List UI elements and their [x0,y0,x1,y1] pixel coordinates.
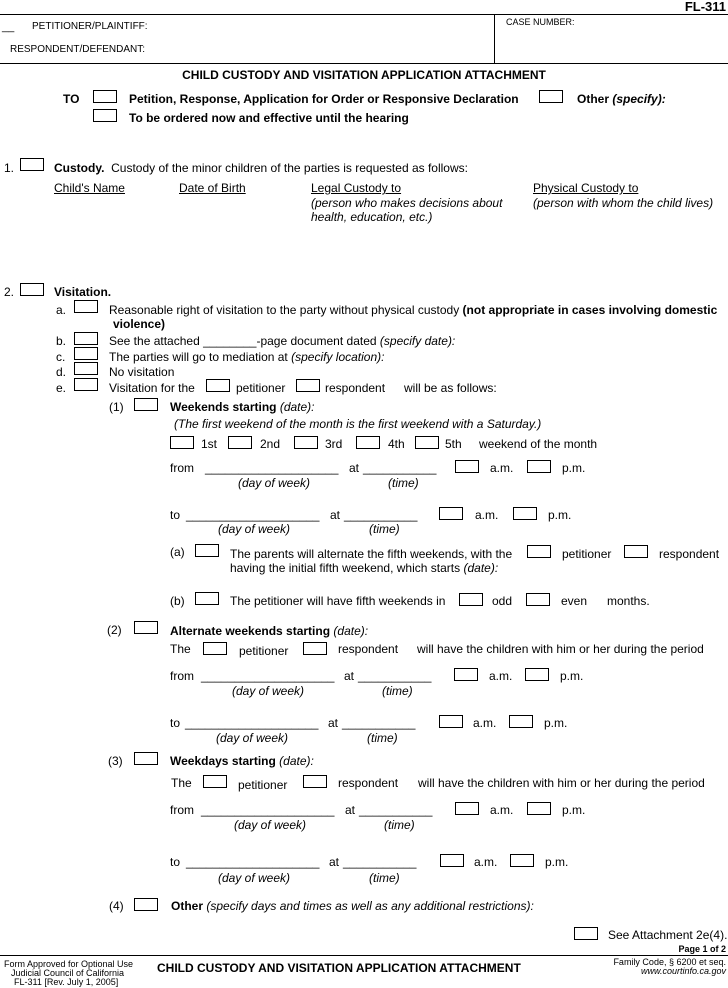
weekends-to-am-label: a.m. [475,508,499,522]
weekend-5th-label: 5th [445,437,462,451]
sub-b-even-checkbox[interactable] [526,593,550,606]
weekdays-the: The [171,776,192,790]
weekend-2nd-checkbox[interactable] [228,436,252,449]
weekdays-from-am-checkbox[interactable] [455,802,479,815]
page-title: CHILD CUSTODY AND VISITATION APPLICATION ATTACHMENT [182,68,546,82]
weekdays-to-day-caption: (day of week) [218,871,291,885]
alternate-from-am-label: a.m. [489,669,513,683]
weekdays-petitioner-checkbox[interactable] [203,775,227,788]
weekend-5th-checkbox[interactable] [415,436,439,449]
visitation-e-text: Visitation for the [109,381,195,395]
weekends-to-day-caption: (day of week) [218,522,291,536]
weekends-to-pm-checkbox[interactable] [513,507,537,520]
footer-site: www.courtinfo.ca.gov [640,966,726,976]
visitation-b-letter: b. [56,334,67,348]
alternate-to-pm-checkbox[interactable] [509,715,533,728]
weekdays-from-label: from [170,803,194,817]
weekdays-to-am-checkbox[interactable] [440,854,464,867]
alternate-to-pm-label: p.m. [544,716,568,730]
visitation-e-will-text: will be as follows: [404,381,497,395]
custody-checkbox[interactable] [20,158,44,171]
to-label: TO [63,92,80,106]
weekends-to-pm-label: p.m. [548,508,572,522]
visitation-checkbox[interactable] [20,283,44,296]
ordered-now-label: To be ordered now and effective until the hearing [129,111,409,125]
visitation-d-letter: d. [56,365,67,379]
weekends-from-time-caption: (time) [388,476,419,490]
visitation-d-text: No visitation [109,365,175,379]
weekends-from-pm-checkbox[interactable] [527,460,551,473]
col-physical-custody-note: (person with whom the child lives) [533,196,714,210]
other-number: (4) [109,899,124,913]
footer-code: Family Code, § 6200 et seq. [613,957,726,967]
alternate-from-am-checkbox[interactable] [454,668,478,681]
petitioner-label: PETITIONER/PLAINTIFF: [32,21,148,32]
custody-number: 1. [4,161,15,175]
sub-b-letter: (b) [170,594,185,608]
col-date-of-birth: Date of Birth [179,181,246,195]
alternate-number: (2) [107,623,122,637]
weekends-to-time-caption: (time) [369,522,400,536]
alternate-to-time-caption: (time) [367,731,398,745]
sub-a-respondent-label: respondent [659,547,720,561]
alternate-checkbox[interactable] [134,621,158,634]
visitation-c-text: The parties will go to mediation at (specify location): [109,350,385,364]
visitation-heading: Visitation. [54,285,112,299]
footer-title: CHILD CUSTODY AND VISITATION APPLICATION ATTACHMENT [157,961,521,975]
weekends-from-time-blank[interactable]: ___________ [363,461,437,475]
weekend-3rd-checkbox[interactable] [294,436,318,449]
alternate-heading: Alternate weekends starting (date): [170,624,369,638]
alternate-to-time-blank[interactable]: ___________ [342,716,416,730]
visitation-b-text: See the attached ________-page document dated (specify date): [109,334,456,348]
weekend-4th-checkbox[interactable] [356,436,380,449]
form-id: FL-311 [684,0,726,14]
petition-checkbox[interactable] [93,90,117,103]
weekdays-petitioner-label: petitioner [238,778,288,792]
alternate-petitioner-checkbox[interactable] [203,642,227,655]
alternate-petitioner-label: petitioner [239,644,289,658]
visitation-e-petitioner-label: petitioner [236,381,286,395]
weekdays-from-at: at [345,803,356,817]
weekdays-respondent-label: respondent [338,776,399,790]
weekdays-to-label: to [170,855,181,869]
sub-b-months-label: months. [607,594,650,608]
footer-approved-3: FL-311 [Rev. July 1, 2005] [14,977,119,987]
weekdays-from-day-caption: (day of week) [234,818,307,832]
weekends-from-day-caption: (day of week) [238,476,311,490]
see-attachment-checkbox[interactable] [574,927,598,940]
visitation-a-checkbox[interactable] [74,300,98,313]
weekends-to-at: at [330,508,341,522]
weekdays-from-pm-checkbox[interactable] [527,802,551,815]
sub-a-text-2: having the initial fifth weekend, which starts (date): [230,561,499,575]
sub-b-odd-checkbox[interactable] [459,593,483,606]
sub-b-even-label: even [561,594,588,608]
weekdays-from-time-caption: (time) [384,818,415,832]
weekends-from-label: from [170,461,194,475]
col-child-name: Child's Name [54,181,125,195]
sub-b-text: The petitioner will have fifth weekends in [230,594,446,608]
other-option-label: Other (specify): [577,92,666,106]
weekends-from-am-checkbox[interactable] [455,460,479,473]
footer-approved-1: Form Approved for Optional Use [4,959,134,969]
alternate-from-time-caption: (time) [382,684,413,698]
visitation-a-text-2: violence) [113,317,166,331]
weekdays-from-am-label: a.m. [490,803,514,817]
caption-divider [494,14,495,63]
weekends-note: (The first weekend of the month is the first weekend with a Saturday.) [174,417,542,431]
ordered-now-checkbox[interactable] [93,109,117,122]
weekends-to-am-checkbox[interactable] [439,507,463,520]
alternate-from-time-blank[interactable]: ___________ [358,669,432,683]
weekend-of-month-text: weekend of the month [479,437,598,451]
weekend-4th-label: 4th [388,437,405,451]
weekend-2nd-label: 2nd [260,437,281,451]
visitation-c-letter: c. [56,350,66,364]
visitation-e-respondent-label: respondent [325,381,386,395]
visitation-b-checkbox[interactable] [74,332,98,345]
caption-bottom-rule [0,63,728,64]
weekends-number: (1) [109,400,124,414]
other-checkbox-4[interactable] [134,898,158,911]
weekdays-from-pm-label: p.m. [562,803,586,817]
alternate-from-pm-label: p.m. [560,669,584,683]
visitation-c-checkbox[interactable] [74,347,98,360]
alternate-to-am-label: a.m. [473,716,497,730]
weekends-to-time-blank[interactable]: ___________ [344,508,418,522]
weekdays-to-pm-checkbox[interactable] [510,854,534,867]
visitation-e-checkbox[interactable] [74,378,98,391]
petitioner-field-mark: __ [2,21,15,33]
weekdays-respondent-checkbox[interactable] [303,775,327,788]
sub-b-checkbox[interactable] [195,592,219,605]
weekdays-to-time-caption: (time) [369,871,400,885]
respondent-label: RESPONDENT/DEFENDANT: [10,44,146,55]
sub-a-petitioner-label: petitioner [562,547,612,561]
weekends-to-day-blank[interactable]: ____________________ [186,508,320,522]
col-physical-custody: Physical Custody to [533,181,639,195]
weekends-from-pm-label: p.m. [562,461,586,475]
caption-top-rule [0,14,728,15]
case-number-label: CASE NUMBER: [506,17,575,27]
visitation-a-text: Reasonable right of visitation to the party without physical custody (not appropriate in cases involving domestic [109,303,718,317]
sub-a-checkbox[interactable] [195,544,219,557]
petition-option-label: Petition, Response, Application for Order or Responsive Declaration [129,92,519,106]
sub-a-text: The parents will alternate the fifth weekends, with the [230,547,513,561]
col-legal-custody: Legal Custody to [311,181,402,195]
alternate-from-day-caption: (day of week) [232,684,305,698]
weekends-from-at: at [349,461,360,475]
weekends-heading: Weekends starting (date): [170,400,315,414]
page-number: Page 1 of 2 [678,944,726,954]
visitation-e-petitioner-checkbox[interactable] [206,379,230,392]
weekend-1st-checkbox[interactable] [170,436,194,449]
alternate-from-at: at [344,669,355,683]
weekdays-from-time-blank[interactable]: ___________ [359,803,433,817]
weekdays-will-have: will have the children with him or her during the period [418,776,705,790]
other-checkbox[interactable] [539,90,563,103]
other-heading: Other (specify days and times as well as any additional restrictions): [171,899,534,913]
weekends-checkbox[interactable] [134,398,158,411]
weekdays-to-at: at [329,855,340,869]
visitation-a-letter: a. [56,303,67,317]
alternate-to-day-blank[interactable]: ____________________ [185,716,319,730]
sub-a-petitioner-checkbox[interactable] [527,545,551,558]
custody-line: Custody. Custody of the minor children of the parties is requested as follows: [54,161,468,175]
col-legal-custody-note: (person who makes decisions about health, education, etc.) [311,196,503,224]
alternate-to-day-caption: (day of week) [216,731,289,745]
weekdays-number: (3) [108,754,123,768]
alternate-to-am-checkbox[interactable] [439,715,463,728]
weekend-1st-label: 1st [201,437,218,451]
weekdays-checkbox[interactable] [134,752,158,765]
visitation-e-respondent-checkbox[interactable] [296,379,320,392]
weekdays-to-time-blank[interactable]: ___________ [343,855,417,869]
visitation-number: 2. [4,285,15,299]
visitation-e-letter: e. [56,381,67,395]
weekdays-from-day-blank[interactable]: ____________________ [201,803,335,817]
footer-rule [0,955,728,956]
alternate-to-label: to [170,716,181,730]
see-attachment-label: See Attachment 2e(4). [608,928,728,942]
weekends-from-am-label: a.m. [490,461,514,475]
weekend-3rd-label: 3rd [325,437,343,451]
weekdays-to-pm-label: p.m. [545,855,569,869]
alternate-from-day-blank[interactable]: ____________________ [201,669,335,683]
sub-a-respondent-checkbox[interactable] [624,545,648,558]
weekdays-to-am-label: a.m. [474,855,498,869]
weekdays-to-day-blank[interactable]: ____________________ [186,855,320,869]
footer-approved-2: Judicial Council of California [11,968,125,978]
sub-b-odd-label: odd [492,594,513,608]
visitation-d-checkbox[interactable] [74,362,98,375]
sub-a-letter: (a) [170,545,185,559]
alternate-respondent-checkbox[interactable] [303,642,327,655]
weekdays-heading: Weekdays starting (date): [170,754,314,768]
alternate-from-pm-checkbox[interactable] [525,668,549,681]
alternate-from-label: from [170,669,194,683]
alternate-to-at: at [328,716,339,730]
alternate-will-have: will have the children with him or her during the period [417,642,704,656]
alternate-the: The [170,642,191,656]
weekends-to-label: to [170,508,181,522]
weekends-from-day-blank[interactable]: ____________________ [205,461,339,475]
alternate-respondent-label: respondent [338,642,399,656]
